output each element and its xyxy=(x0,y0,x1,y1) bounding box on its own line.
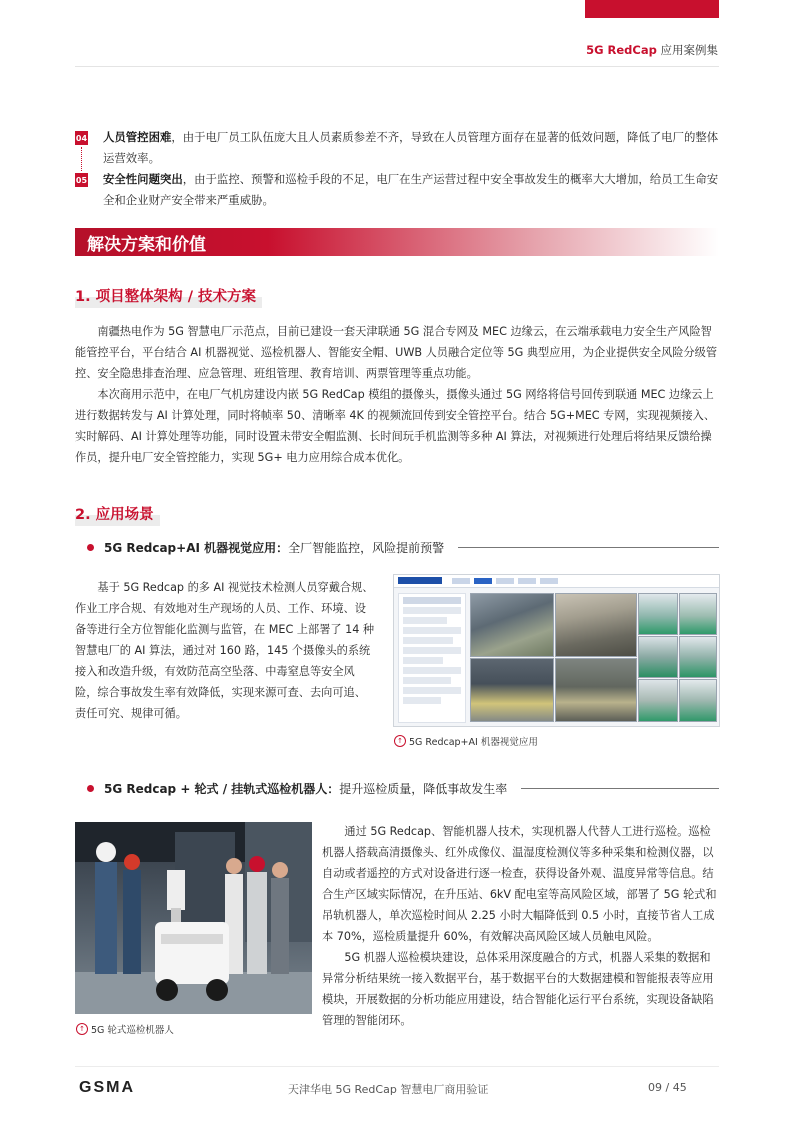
scene-rule xyxy=(521,788,719,789)
scene-title: 5G Redcap+AI 机器视觉应用：全厂智能监控，风险提前预警 xyxy=(104,540,445,555)
platform-logo xyxy=(398,577,442,584)
scene-title: 5G Redcap + 轮式 / 挂轨式巡检机器人：提升巡检质量，降低事故发生率 xyxy=(104,781,508,796)
camera-feed xyxy=(679,636,717,678)
architecture-body xyxy=(75,321,719,468)
upward-arrow-circle-icon: ↑ xyxy=(76,1023,88,1035)
scene-heading xyxy=(87,778,719,798)
camera-feed xyxy=(638,679,678,722)
problem-number-badge: 04 xyxy=(75,131,88,145)
body-paragraph: 基于 5G Redcap 的多 AI 视觉技术检测人员穿戴合规、作业工序合规、有效地对生产现场的人员、工作、环境、设备等进行全方位智能化监测与监管，在 MEC 上部署了 14 种智慧电厂的 AI 算法，通过对 160 路，145 个摄像头的系统接入和改造升级，有效防范高空坠落、中毒窒息等安全风险，综合事故发生率有效降低，实现来源可查、去向可追、责任可究、规律可循。 xyxy=(75,581,375,720)
header-brand-bold: 5G RedCap xyxy=(586,43,657,57)
bullet-dot-icon xyxy=(87,544,94,551)
gsma-logo: GSMA xyxy=(79,1079,135,1096)
figure-caption xyxy=(394,734,538,748)
problem-item xyxy=(103,127,721,169)
body-paragraph: 通过 5G Redcap、智能机器人技术，实现机器人代替人工进行巡检。巡检机器人搭载高清摄像头、红外成像仪、温湿度检测仪等多种采集和检测仪器，以自动或者遥控的方式对设备进行逐一检查，获得设备外观、温度异常等信息。结合生产区域实际情况，在升压站、6kV 配电室等高风险区域，部署了 5G 轮式和吊轨机器人，单次巡检时间从 2.25 小时大幅降低到 0.5 小时，直接节省人工成本 70%，巡检质量提升 60%，有效解决高风险区域人员触电风险。 xyxy=(322,825,717,943)
scene-rule xyxy=(458,547,719,548)
camera-feed xyxy=(555,593,637,657)
scene2-body xyxy=(322,821,719,1031)
camera-feed xyxy=(470,658,554,722)
camera-feed xyxy=(555,658,637,722)
camera-feed xyxy=(679,593,717,635)
header-divider xyxy=(75,66,719,67)
section-title: 解决方案和价值 xyxy=(87,235,206,255)
upward-arrow-circle-icon: ↑ xyxy=(394,735,406,747)
caption-text: 5G 轮式巡检机器人 xyxy=(91,1025,174,1036)
problem-text: ，由于电厂员工队伍庞大且人员素质参差不齐，导致在人员管理方面存在显著的低效问题，降低了电厂的整体运营效率。 xyxy=(103,130,719,165)
camera-feed xyxy=(470,593,554,657)
problem-number-badge: 05 xyxy=(75,173,88,187)
subsection-title: 1. 项目整体架构 / 技术方案 xyxy=(75,284,262,308)
platform-camera-tree xyxy=(398,593,466,723)
body-paragraph: 5G 机器人巡检模块建设，总体采用深度融合的方式，机器人采集的数据和异常分析结果统一接入数据平台，基于数据平台的大数据建模和智能报表等应用模块，开展数据的分析功能应用建设，结合智能化运行平台系统，实现设备缺陷管理的智能闭环。 xyxy=(322,951,714,1027)
figure-caption xyxy=(76,1022,174,1036)
camera-feed xyxy=(638,636,678,678)
body-paragraph: 南疆热电作为 5G 智慧电厂示范点，目前已建设一套天津联通 5G 混合专网及 MEC 边缘云，在云端承载电力安全生产风险智能管控平台，平台结合 AI 机器视觉、巡检机器人、智能安全帽、UWB 人员融合定位等 5G 典型应用，为企业提供安全风险分级管控、安全隐患排查治理、应急管理、班组管理、教育培训、两票管理等重点功能。 xyxy=(75,325,718,380)
footer-title: 天津华电 5G RedCap 智慧电厂商用验证 xyxy=(288,1083,489,1096)
robot-photo-illustration xyxy=(75,822,312,1014)
platform-topbar xyxy=(394,575,719,588)
bullet-dot-icon xyxy=(87,785,94,792)
problem-item xyxy=(103,169,721,211)
body-paragraph: 本次商用示范中，在电厂气机房建设内嵌 5G RedCap 模组的摄像头，摄像头通过 5G 网络将信号回传到联通 MEC 边缘云上进行数据转发与 AI 计算处理，同时将帧率 50、清晰率 4K 的视频流回传到安全管控平台。结合 5G+MEC 专网，实现视频接入、实时解码、AI 计算处理等功能，同时设置未带安全帽监测、长时间玩手机监测等多种 AI 算法，对视频进行处理后将结果反馈给操作员，提升电厂安全管控能力，实现 5G+ 电力应用综合成本优化。 xyxy=(75,388,716,464)
problem-title: 人员管控困难 xyxy=(103,130,172,144)
problem-text: ，由于监控、预警和巡检手段的不足，电厂在生产运营过程中安全事故发生的概率大大增加，给员工生命安全和企业财产安全带来严重威胁。 xyxy=(103,172,719,207)
camera-feed xyxy=(638,593,678,635)
header-brand-rest: 应用案例集 xyxy=(656,43,718,57)
subsection-title: 2. 应用场景 xyxy=(75,502,160,526)
caption-text: 5G Redcap+AI 机器视觉应用 xyxy=(409,737,538,748)
scene-heading xyxy=(87,537,719,557)
wheeled-inspection-robot-photo xyxy=(75,822,312,1014)
scene1-body xyxy=(75,577,377,724)
ai-vision-platform-screenshot xyxy=(393,574,720,727)
page-number: 09 / 45 xyxy=(648,1081,687,1094)
header-accent-bar xyxy=(585,0,719,18)
problem-connector xyxy=(81,147,82,171)
problem-title: 安全性问题突出 xyxy=(103,172,183,186)
header-brand xyxy=(586,42,718,58)
camera-feed xyxy=(679,679,717,722)
footer-divider xyxy=(75,1066,719,1067)
